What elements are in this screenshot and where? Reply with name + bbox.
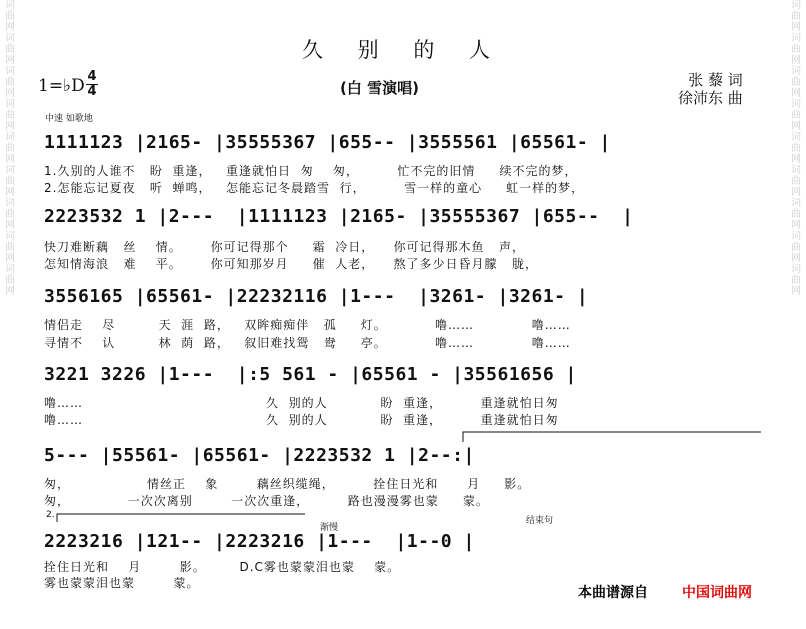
- source-text: 本曲谱源自: [578, 585, 648, 601]
- watermark-right: 词曲网 词曲网 词曲网 词曲网 词曲网 词曲网 词曲网 词曲网 词曲网: [791, 0, 801, 297]
- notes-line: 1111123 |2165- |35555367 |655-- |3555561 |65561- |: [44, 132, 611, 153]
- repeat-bracket-line: [462, 430, 762, 442]
- lyric-verse-2: 雾也蒙蒙泪也蒙 蒙。: [44, 576, 200, 590]
- volta-bracket: [56, 512, 306, 525]
- composer: 徐沛东 曲: [678, 89, 743, 107]
- ritardando-mark: 渐慢: [320, 523, 339, 533]
- lyric-verse-2: 2.怎能忘记夏夜 听 蝉鸣， 怎能忘记冬晨踏雪 行， 雪一样的童心 虹一样的梦，: [44, 181, 585, 195]
- tempo-marking: 中速 如歌地: [45, 114, 93, 124]
- lyric-verse-1: 1.久别的人谁不 盼 重逢， 重逢就怕日 匆 匆， 忙不完的旧情 续不完的梦，: [44, 164, 578, 178]
- lyric-verse-1: 情侣走 尽 天 涯 路， 双眸痴痴伴 孤 灯。 噜…… 噜……: [44, 318, 571, 332]
- notes-line: 2223532 1 |2--- |1111123 |2165- |35555367 |655-- |: [44, 206, 634, 227]
- lyric-verse-2: 怎知情海浪 难 平。 你可知那岁月 催 人老， 熬了多少日昏月朦 胧，: [44, 257, 538, 271]
- lyric-verse-2: 寻情不 认 林 荫 路， 叙旧难找鸳 鸯 亭。 噜…… 噜……: [44, 336, 571, 350]
- time-signature: [86, 70, 98, 99]
- notes-line: 5--- |55561- |65561- |2223532 1 |2--:|: [44, 445, 475, 466]
- lyric-verse-2: 噜…… 久 别的人 盼 重逢， 重逢就怕日匆: [44, 413, 559, 427]
- notes-line: 3556165 |65561- |22232116 |1--- |3261- |3261- |: [44, 286, 589, 307]
- lyric-verse-1: 快刀难断藕 丝 情。 你可记得那个 霜 冷日， 你可记得那木鱼 声，: [44, 240, 525, 254]
- lyricist: 张 藜 词: [688, 71, 743, 89]
- credits: [678, 71, 743, 107]
- site-name: 中国词曲网: [682, 585, 752, 601]
- song-title: 久 别 的 人: [301, 38, 505, 62]
- volta-2: 2.: [46, 510, 55, 520]
- key-signature: 1=♭D: [38, 76, 85, 96]
- lyric-verse-1: 匆， 情丝正 象 藕丝织缆绳， 拴住日光和 月 影。: [44, 477, 531, 491]
- lyric-verse-2: 匆， 一次次离别 一次次重逢， 路也漫漫雾也蒙 蒙。: [44, 494, 489, 508]
- lyric-verse-1: 拴住日光和 月 影。 D.C雾也蒙蒙泪也蒙 蒙。: [44, 560, 401, 574]
- notes-line: 3221 3226 |1--- |:5 561 - |65561 - |35561656 |: [44, 364, 577, 385]
- lyric-verse-1: 噜…… 久 别的人 盼 重逢， 重逢就怕日匆: [44, 396, 559, 410]
- time-bottom: 4: [87, 84, 97, 99]
- time-top: 4: [87, 69, 97, 84]
- notes-line: 2223216 |121-- |2223216 |1--- |1--0 |: [44, 531, 475, 552]
- singer-credit: (白 雪演唱): [340, 79, 419, 97]
- watermark-left: 词曲网 词曲网 词曲网 词曲网 词曲网 词曲网 词曲网 词曲网 词曲网: [5, 0, 15, 297]
- repeat-bracket: [462, 430, 762, 445]
- ending-mark: 结束句: [526, 516, 554, 526]
- volta-bracket-line: [56, 512, 306, 522]
